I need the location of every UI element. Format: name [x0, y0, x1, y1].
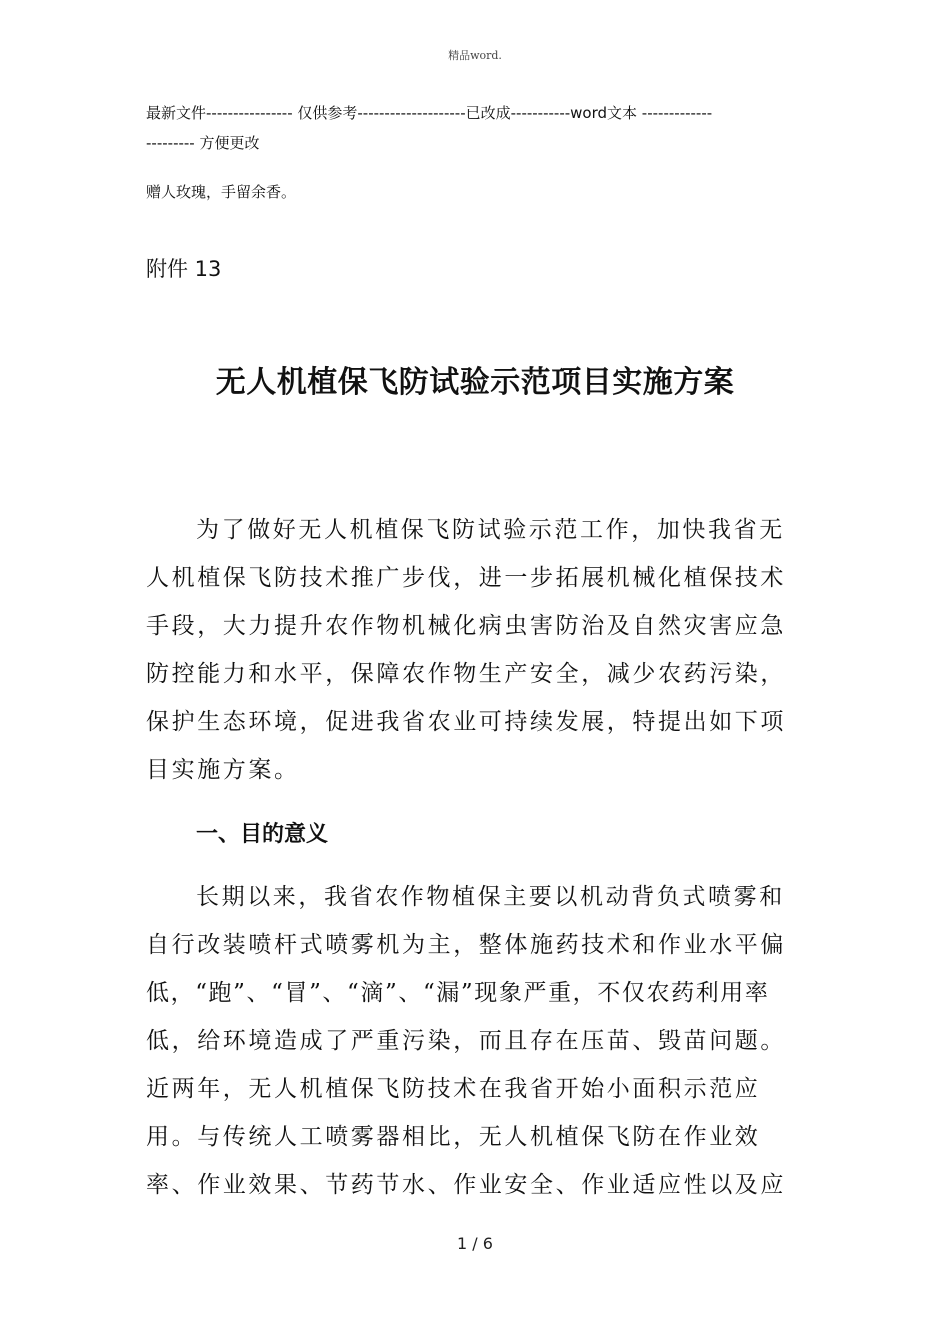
section1-line-3: 低，“跑”、“冒”、“滴”、“漏”现象严重，不仅农药利用率 [146, 980, 770, 1006]
section-heading-1: 一、目的意义 [196, 822, 329, 847]
notice-line-2: --------- 方便更改 [146, 134, 260, 152]
intro-line-5: 保护生态环境，促进我省农业可持续发展，特提出如下项 [146, 709, 786, 735]
intro-line-4: 防控能力和水平，保障农作物生产安全，减少农药污染， [146, 661, 786, 687]
intro-line-6: 目实施方案。 [146, 757, 300, 783]
attachment-label: 附件 13 [146, 257, 222, 281]
page-number: 1 / 6 [457, 1234, 493, 1253]
notice-gift-line: 赠人玫瑰，手留余香。 [146, 183, 297, 201]
section1-line-5: 近两年，无人机植保飞防技术在我省开始小面积示范应 [146, 1076, 761, 1102]
intro-line-2: 人机植保飞防技术推广步伐，进一步拓展机械化植保技术 [146, 565, 786, 591]
section1-line-6: 用。与传统人工喷雾器相比，无人机植保飞防在作业效 [146, 1124, 761, 1150]
header-watermark: 精品word. [448, 49, 502, 62]
section1-line-4: 低，给环境造成了严重污染，而且存在压苗、毁苗问题。 [146, 1028, 786, 1054]
intro-line-3: 手段，大力提升农作物机械化病虫害防治及自然灾害应急 [146, 613, 786, 639]
section1-line-7: 率、作业效果、节药节水、作业安全、作业适应性以及应 [146, 1172, 786, 1198]
document-title: 无人机植保飞防试验示范项目实施方案 [215, 365, 735, 400]
section1-line-1: 长期以来，我省农作物植保主要以机动背负式喷雾和 [196, 884, 785, 910]
notice-line-1: 最新文件---------------- 仅供参考--------------------已改成-----------word文本 ------------- [146, 104, 713, 122]
section1-line-2: 自行改装喷杆式喷雾机为主，整体施药技术和作业水平偏 [146, 932, 786, 958]
intro-line-1: 为了做好无人机植保飞防试验示范工作，加快我省无 [196, 517, 785, 543]
